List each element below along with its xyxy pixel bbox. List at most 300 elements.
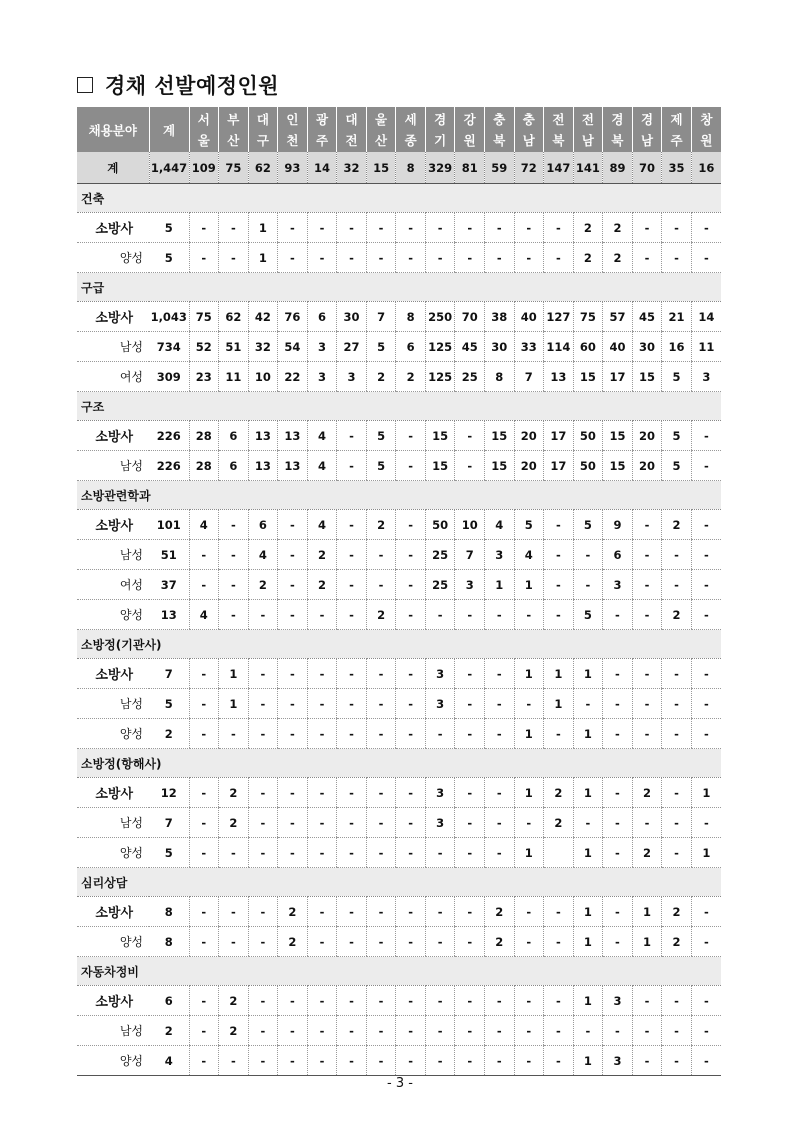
table-cell: - — [278, 719, 308, 749]
table-cell: 13 — [544, 362, 574, 392]
table-cell: - — [278, 986, 308, 1016]
table-cell: 2 — [603, 213, 633, 243]
page-number: - 3 - — [387, 1076, 413, 1091]
category-label: 건축 — [77, 184, 721, 213]
gender-label: 양성 — [77, 838, 149, 868]
table-cell: - — [396, 421, 426, 451]
table-cell: 45 — [632, 302, 662, 332]
table-cell: - — [337, 540, 367, 570]
table-cell: - — [337, 600, 367, 630]
table-cell: 4 — [514, 540, 544, 570]
table-cell: - — [307, 838, 337, 868]
table-cell: - — [278, 778, 308, 808]
table-cell: - — [603, 600, 633, 630]
table-cell: 76 — [278, 302, 308, 332]
header-region — [544, 107, 574, 152]
header-region — [514, 107, 544, 152]
table-cell: 20 — [632, 451, 662, 481]
table-cell: 28 — [189, 421, 219, 451]
header-region — [455, 107, 485, 152]
table-cell: - — [691, 213, 721, 243]
table-cell: - — [307, 1016, 337, 1046]
row-total-cell: 1,043 — [149, 302, 189, 332]
table-cell: 2 — [544, 778, 574, 808]
header-region — [691, 107, 721, 152]
table-cell: 5 — [662, 421, 692, 451]
table-cell: - — [544, 986, 574, 1016]
table-cell: - — [603, 719, 633, 749]
category-row — [77, 481, 721, 510]
table-cell: - — [337, 719, 367, 749]
total-cell: 93 — [278, 152, 308, 184]
table-cell: - — [455, 213, 485, 243]
table-cell: - — [573, 808, 603, 838]
gender-label: 남성 — [77, 540, 149, 570]
table-cell: - — [278, 540, 308, 570]
table-cell: - — [337, 659, 367, 689]
table-cell: 25 — [455, 362, 485, 392]
rank-label: 소방사 — [77, 213, 149, 243]
table-cell: - — [514, 1046, 544, 1076]
table-row — [77, 986, 721, 1016]
total-row — [77, 152, 721, 184]
gender-label: 남성 — [77, 1016, 149, 1046]
table-cell: - — [691, 689, 721, 719]
row-total-cell: 2 — [149, 719, 189, 749]
table-cell: - — [455, 600, 485, 630]
table-cell: - — [455, 689, 485, 719]
table-cell: - — [189, 243, 219, 273]
header-region-char: 대 — [256, 111, 269, 127]
table-cell: - — [248, 689, 278, 719]
rank-label: 소방사 — [77, 986, 149, 1016]
total-cell: 16 — [691, 152, 721, 184]
table-cell: - — [307, 213, 337, 243]
table-cell: 20 — [632, 421, 662, 451]
table-cell: - — [366, 1016, 396, 1046]
table-cell: - — [248, 1016, 278, 1046]
table-cell: 60 — [573, 332, 603, 362]
table-cell: - — [425, 600, 455, 630]
table-cell: - — [544, 719, 574, 749]
row-total-cell: 309 — [149, 362, 189, 392]
table-cell: - — [337, 897, 367, 927]
table-cell: - — [337, 421, 367, 451]
header-region-char: 남 — [581, 132, 594, 148]
header-region — [632, 107, 662, 152]
table-cell: 32 — [248, 332, 278, 362]
header-region-char: 산 — [375, 132, 388, 148]
table-cell: - — [248, 719, 278, 749]
table-cell: - — [662, 689, 692, 719]
table-cell: - — [189, 778, 219, 808]
header-region — [337, 107, 367, 152]
total-cell: 89 — [603, 152, 633, 184]
rank-label: 소방사 — [77, 659, 149, 689]
table-cell: - — [603, 689, 633, 719]
table-row — [77, 838, 721, 868]
table-cell: - — [514, 600, 544, 630]
table-cell: - — [307, 897, 337, 927]
table-cell: - — [691, 243, 721, 273]
table-cell: 25 — [425, 570, 455, 600]
table-cell: - — [425, 986, 455, 1016]
table-cell: - — [662, 570, 692, 600]
table-cell: - — [337, 213, 367, 243]
table-cell: 15 — [573, 362, 603, 392]
total-cell: 81 — [455, 152, 485, 184]
table-cell: - — [278, 570, 308, 600]
table-cell: 50 — [425, 510, 455, 540]
table-cell: - — [632, 243, 662, 273]
table-cell: - — [632, 659, 662, 689]
table-cell: - — [632, 719, 662, 749]
table-cell: - — [337, 808, 367, 838]
table-cell: - — [278, 510, 308, 540]
table-cell: 20 — [514, 451, 544, 481]
table-cell: - — [189, 659, 219, 689]
table-cell: - — [366, 659, 396, 689]
table-cell: - — [219, 719, 249, 749]
header-region-char: 주 — [670, 132, 683, 148]
header-region-char: 북 — [552, 132, 565, 148]
table-cell: - — [337, 243, 367, 273]
table-cell: - — [662, 213, 692, 243]
gender-label: 양성 — [77, 927, 149, 957]
table-cell: 2 — [544, 808, 574, 838]
table-cell: 5 — [514, 510, 544, 540]
gender-label: 양성 — [77, 243, 149, 273]
table-cell: 7 — [366, 302, 396, 332]
table-cell: 2 — [307, 570, 337, 600]
total-cell: 59 — [484, 152, 514, 184]
table-cell: 40 — [603, 332, 633, 362]
table-cell: - — [455, 719, 485, 749]
rank-label: 소방사 — [77, 510, 149, 540]
table-cell: 70 — [455, 302, 485, 332]
gender-label: 양성 — [77, 719, 149, 749]
table-cell: - — [484, 659, 514, 689]
table-cell: 8 — [484, 362, 514, 392]
table-cell: - — [662, 243, 692, 273]
total-cell: 1,447 — [149, 152, 189, 184]
table-cell: 75 — [573, 302, 603, 332]
table-cell: 1 — [691, 838, 721, 868]
table-cell: - — [278, 838, 308, 868]
table-cell: 2 — [219, 808, 249, 838]
table-cell: - — [396, 570, 426, 600]
table-cell: - — [691, 510, 721, 540]
row-total-cell: 13 — [149, 600, 189, 630]
table-cell: - — [189, 808, 219, 838]
table-cell: - — [425, 838, 455, 868]
table-cell: - — [603, 778, 633, 808]
table-cell: - — [603, 838, 633, 868]
table-cell: 11 — [219, 362, 249, 392]
table-cell: 1 — [514, 778, 544, 808]
category-label: 소방정(항해사) — [77, 749, 721, 778]
table-cell: 2 — [662, 510, 692, 540]
table-row — [77, 421, 721, 451]
table-cell: 5 — [366, 421, 396, 451]
table-cell: - — [425, 213, 455, 243]
table-cell: - — [219, 570, 249, 600]
table-cell: - — [189, 540, 219, 570]
row-total-cell: 6 — [149, 986, 189, 1016]
table-cell: - — [484, 808, 514, 838]
table-cell: - — [396, 689, 426, 719]
table-cell: - — [603, 1016, 633, 1046]
table-cell: 3 — [425, 808, 455, 838]
table-row — [77, 362, 721, 392]
gender-label: 여성 — [77, 570, 149, 600]
table-cell: - — [544, 600, 574, 630]
table-cell: 20 — [514, 421, 544, 451]
table-cell: - — [691, 1016, 721, 1046]
table-cell: - — [662, 1046, 692, 1076]
table-cell: 15 — [484, 421, 514, 451]
header-region-char: 울 — [375, 111, 388, 127]
row-total-cell: 8 — [149, 927, 189, 957]
table-cell: - — [396, 213, 426, 243]
table-cell: - — [662, 808, 692, 838]
table-cell: 2 — [278, 927, 308, 957]
gender-label: 여성 — [77, 362, 149, 392]
table-cell: - — [691, 897, 721, 927]
table-cell: 30 — [632, 332, 662, 362]
table-cell: 22 — [278, 362, 308, 392]
table-cell: 1 — [514, 570, 544, 600]
row-total-cell: 226 — [149, 421, 189, 451]
table-cell: - — [425, 243, 455, 273]
table-cell: - — [366, 986, 396, 1016]
total-cell: 70 — [632, 152, 662, 184]
table-cell: 3 — [425, 689, 455, 719]
table-cell: 7 — [514, 362, 544, 392]
table-cell: 17 — [544, 451, 574, 481]
table-cell: 3 — [691, 362, 721, 392]
table-cell: 5 — [662, 451, 692, 481]
header-region — [484, 107, 514, 152]
table-cell: - — [219, 213, 249, 243]
category-row — [77, 630, 721, 659]
table-cell: - — [691, 451, 721, 481]
table-cell: - — [514, 243, 544, 273]
table-cell: - — [337, 451, 367, 481]
table-cell: - — [662, 986, 692, 1016]
table-cell: - — [691, 570, 721, 600]
header-region — [425, 107, 455, 152]
table-cell: 2 — [366, 362, 396, 392]
table-cell: 3 — [603, 986, 633, 1016]
header-region-char: 대 — [345, 111, 358, 127]
table-cell: 10 — [248, 362, 278, 392]
table-cell: - — [691, 600, 721, 630]
category-row — [77, 749, 721, 778]
header-region-char: 남 — [522, 132, 535, 148]
category-row — [77, 957, 721, 986]
rank-label: 소방사 — [77, 778, 149, 808]
table-cell: 15 — [603, 451, 633, 481]
table-cell: - — [366, 540, 396, 570]
table-row — [77, 808, 721, 838]
table-cell: - — [603, 897, 633, 927]
table-cell: - — [189, 213, 219, 243]
table-cell: 4 — [189, 510, 219, 540]
table-cell: - — [544, 897, 574, 927]
table-cell: - — [514, 1016, 544, 1046]
table-cell: - — [632, 510, 662, 540]
table-cell: - — [484, 838, 514, 868]
gender-label: 남성 — [77, 451, 149, 481]
table-cell: - — [189, 719, 219, 749]
header-region — [278, 107, 308, 152]
table-cell: - — [514, 213, 544, 243]
table-row — [77, 927, 721, 957]
header-region-char: 북 — [493, 132, 506, 148]
table-cell: 57 — [603, 302, 633, 332]
table-cell: 2 — [219, 986, 249, 1016]
table-cell: - — [573, 540, 603, 570]
table-cell: 2 — [278, 897, 308, 927]
table-cell: - — [544, 1046, 574, 1076]
table-cell: 4 — [307, 421, 337, 451]
table-cell: - — [366, 1046, 396, 1076]
table-cell: - — [396, 540, 426, 570]
table-cell: 5 — [573, 600, 603, 630]
checkbox-square-icon — [77, 77, 93, 93]
table-cell: 25 — [425, 540, 455, 570]
table-cell: 52 — [189, 332, 219, 362]
total-cell: 62 — [248, 152, 278, 184]
table-cell: - — [691, 421, 721, 451]
table-cell: 2 — [484, 897, 514, 927]
table-cell: - — [455, 838, 485, 868]
header-region-char: 북 — [611, 132, 624, 148]
table-cell: 127 — [544, 302, 574, 332]
table-cell: 4 — [307, 510, 337, 540]
table-cell: 1 — [573, 778, 603, 808]
category-row — [77, 273, 721, 302]
table-cell: - — [396, 1046, 426, 1076]
table-row — [77, 510, 721, 540]
table-cell: - — [396, 600, 426, 630]
table-cell: - — [514, 897, 544, 927]
header-region-char: 세 — [404, 111, 417, 127]
table-cell: - — [307, 719, 337, 749]
table-cell: - — [632, 689, 662, 719]
table-cell: 250 — [425, 302, 455, 332]
table-cell: 30 — [337, 302, 367, 332]
row-total-cell: 4 — [149, 1046, 189, 1076]
table-cell: 2 — [603, 243, 633, 273]
header-region-char: 기 — [434, 132, 447, 148]
table-cell: 1 — [632, 927, 662, 957]
total-cell: 75 — [219, 152, 249, 184]
table-cell: - — [219, 927, 249, 957]
table-cell: - — [366, 719, 396, 749]
header-region-char: 울 — [197, 132, 210, 148]
table-cell: 1 — [691, 778, 721, 808]
table-cell: - — [544, 540, 574, 570]
table-cell: 6 — [248, 510, 278, 540]
table-row — [77, 332, 721, 362]
table-cell: - — [189, 897, 219, 927]
row-total-cell: 5 — [149, 838, 189, 868]
table-cell: - — [396, 659, 426, 689]
table-cell: 33 — [514, 332, 544, 362]
header-region-char: 충 — [522, 111, 535, 127]
table-cell: - — [189, 1016, 219, 1046]
table-cell: 16 — [662, 332, 692, 362]
table-cell: 1 — [573, 986, 603, 1016]
table-cell: - — [307, 659, 337, 689]
table-cell: - — [455, 897, 485, 927]
table-cell: 125 — [425, 362, 455, 392]
total-cell: 72 — [514, 152, 544, 184]
header-region — [662, 107, 692, 152]
table-row — [77, 451, 721, 481]
table-cell: - — [278, 1016, 308, 1046]
table-cell: 3 — [307, 362, 337, 392]
table-cell: - — [307, 600, 337, 630]
table-cell: - — [691, 986, 721, 1016]
table-cell: - — [307, 243, 337, 273]
table-cell: - — [278, 213, 308, 243]
table-cell: 1 — [484, 570, 514, 600]
table-cell: 9 — [603, 510, 633, 540]
table-cell: - — [573, 570, 603, 600]
gender-label: 남성 — [77, 808, 149, 838]
table-cell: 15 — [484, 451, 514, 481]
header-region-char: 강 — [463, 111, 476, 127]
header-region-char: 남 — [640, 132, 654, 148]
table-cell: - — [366, 689, 396, 719]
table-row — [77, 1046, 721, 1076]
table-cell: 30 — [484, 332, 514, 362]
table-cell: 6 — [603, 540, 633, 570]
header-region-char: 종 — [404, 132, 417, 148]
table-cell: 40 — [514, 302, 544, 332]
table-cell: 1 — [573, 659, 603, 689]
header-region-char: 천 — [286, 132, 299, 148]
table-cell: 13 — [278, 451, 308, 481]
table-cell: - — [662, 1016, 692, 1046]
header-region-char: 충 — [493, 111, 506, 127]
table-cell: - — [455, 659, 485, 689]
table-cell: - — [278, 1046, 308, 1076]
table-cell: - — [544, 927, 574, 957]
table-cell: - — [307, 1046, 337, 1076]
table-cell: - — [425, 927, 455, 957]
table-cell: - — [366, 213, 396, 243]
table-cell: 15 — [425, 451, 455, 481]
table-cell: - — [662, 778, 692, 808]
table-header-row — [77, 107, 721, 152]
table-row — [77, 719, 721, 749]
table-cell: - — [662, 838, 692, 868]
table-cell: 50 — [573, 421, 603, 451]
table-cell: - — [366, 927, 396, 957]
table-cell: - — [455, 421, 485, 451]
table-cell: 15 — [632, 362, 662, 392]
table-cell: 2 — [396, 362, 426, 392]
table-row — [77, 778, 721, 808]
table-cell: - — [189, 570, 219, 600]
table-cell: 11 — [691, 332, 721, 362]
gender-label: 양성 — [77, 600, 149, 630]
table-cell: 1 — [573, 838, 603, 868]
